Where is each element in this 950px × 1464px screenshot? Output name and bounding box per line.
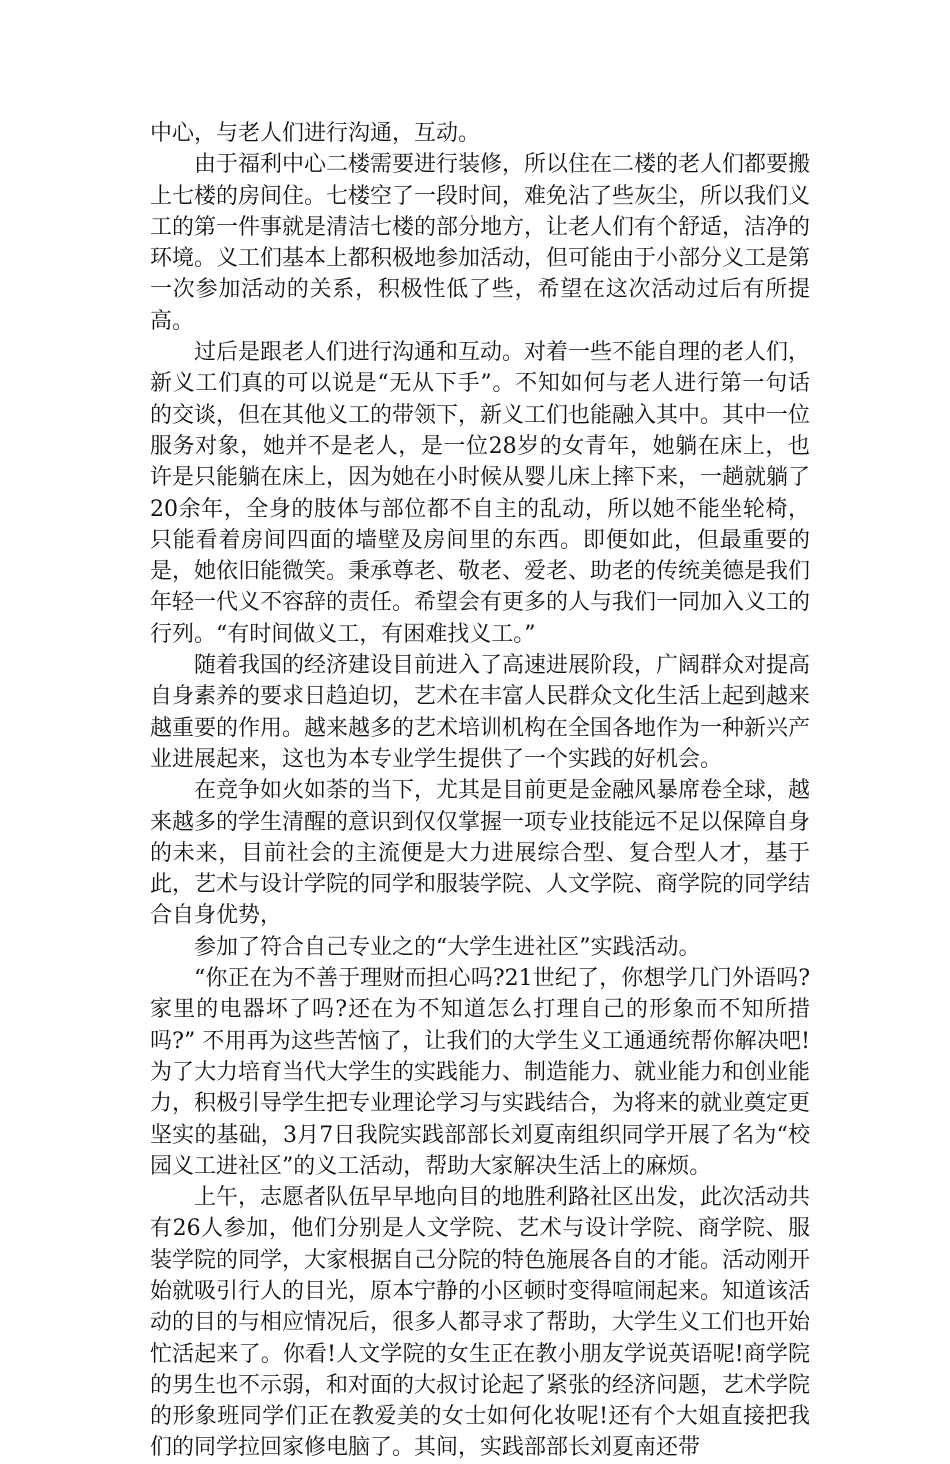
- paragraph-5: 在竞争如火如荼的当下，尤其是目前更是金融风暴席卷全球，越来越多的学生清醒的意识到仅仅掌握一项专业技能远不足以保障自身的未来，目前社会的主流便是大力进展综合型、复合型人才，基于此，艺术与设计学院的同学和服装学院、人文学院、商学院的同学结合自身优势，: [150, 778, 811, 929]
- paragraph-8: 上午，志愿者队伍早早地向目的地胜利路社区出发，此次活动共有26人参加，他们分别是人文学院、艺术与设计学院、商学院、服装学院的同学，大家根据自己分院的特色施展各自的才能。活动刚开始就吸引行人的目光，原本宁静的小区顿时变得喧闹起来。知道该活动的目的与相应情况后，很多人都寻求了帮助，大学生义工们也开始忙活起来了。你看!人文学院的女生正在教小朋友学说英语呢!商学院的男生也不示弱，和对面的大叔讨论起了紧张的经济问题，艺术学院的形象班同学们正在教爱美的女士如何化妆呢!还有个大姐直接把我们的同学拉回家修电脑了。其间，实践部部长刘夏南还带: [150, 1185, 811, 1461]
- paragraph-3: 过后是跟老人们进行沟通和互动。对着一些不能自理的老人们，新义工们真的可以说是“无从下手”。不知如何与老人进行第一句话的交谈，但在其他义工的带领下，新义工们也能融入其中。其中一位服务对象，她并不是老人，是一位28岁的女青年，她躺在床上，也许是只能躺在床上，因为她在小时候从婴儿床上摔下来，一趟就躺了20余年，全身的肢体与部位都不自主的乱动，所以她不能坐轮椅，只能看着房间四面的墙壁及房间里的东西。即便如此，但最重要的是，她依旧能微笑。秉承尊老、敬老、爱老、助老的传统美德是我们年轻一代义不容辞的责任。希望会有更多的人与我们一同加入义工的行列。“有时间做义工，有困难找义工。”: [150, 340, 811, 647]
- paragraph-4: 随着我国的经济建设目前进入了高速进展阶段，广阔群众对提高自身素养的要求日趋迫切，艺术在丰富人民群众文化生活上起到越来越重要的作用。越来越多的艺术培训机构在全国各地作为一种新兴产业进展起来，这也为本专业学生提供了一个实践的好机会。: [150, 653, 811, 772]
- document-body: [150, 118, 810, 1464]
- paragraph-2: 由于福利中心二楼需要进行装修，所以住在二楼的老人们都要搬上七楼的房间住。七楼空了一段时间，难免沾了些灰尘，所以我们义工的第一件事就是清洁七楼的部分地方，让老人们有个舒适，洁净的环境。义工们基本上都积极地参加活动，但可能由于小部分义工是第一次参加活动的关系，积极性低了些，希望在这次活动过后有所提高。: [150, 152, 811, 334]
- paragraph-7: “你正在为不善于理财而担心吗?21世纪了，你想学几门外语吗?家里的电器坏了吗?还在为不知道怎么打理自己的形象而不知所措吗?” 不用再为这些苦恼了，让我们的大学生义工通通统帮你解决吧!为了大力培育当代大学生的实践能力、制造能力、就业能力和创业能力，积极引导学生把专业理论学习与实践结合，为将来的就业奠定更坚实的基础，3月7日我院实践部部长刘夏南组织同学开展了名为“校园义工进社区”的义工活动，帮助大家解决生活上的麻烦。: [150, 966, 811, 1179]
- paragraph-6: 参加了符合自己专业之的“大学生进社区”实践活动。: [194, 934, 701, 960]
- paragraph-1: 中心，与老人们进行沟通，互动。: [150, 121, 481, 146]
